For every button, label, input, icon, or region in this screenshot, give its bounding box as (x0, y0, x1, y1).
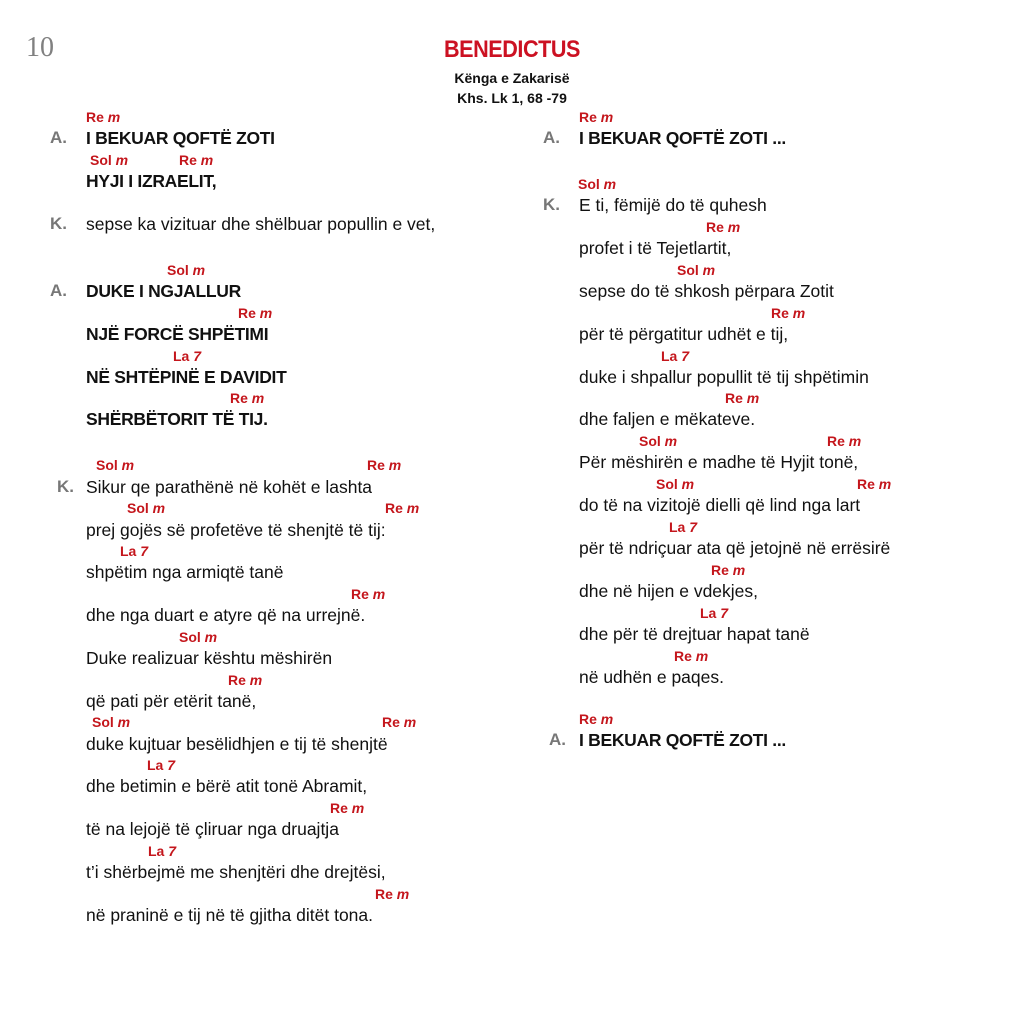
lyric-line: profet i të Tejetlartit, (579, 238, 732, 258)
song-subtitle: Kënga e Zakarisë (454, 70, 570, 86)
chord-re-minor: Re m (382, 714, 417, 730)
lyric-line: dhe nga duart e atyre që na urrejnë. (86, 605, 366, 625)
chord-sol-minor: Sol m (639, 433, 678, 449)
marker-a: A. (543, 128, 560, 147)
lyric-line: NJË FORCË SHPËTIMI (86, 324, 269, 344)
chord-la-seven: La 7 (173, 348, 202, 364)
marker-a: A. (50, 128, 67, 147)
lyric-line: Për mëshirën e madhe të Hyjit tonë, (579, 452, 859, 472)
chord-re-minor: Re m (857, 476, 892, 492)
chord-re-minor: Re m (579, 109, 614, 125)
marker-k: K. (57, 477, 74, 496)
lyric-line: për të ndriçuar ata që jetojnë në errësirë (579, 538, 891, 558)
lyric-line: duke kujtuar besëlidhjen e tij të shenjtë (86, 734, 388, 754)
chord-la-seven: La 7 (669, 519, 698, 535)
marker-a: A. (50, 281, 67, 300)
lyric-line: NË SHTËPINË E DAVIDIT (86, 367, 287, 387)
chord-sol-minor: Sol m (90, 152, 129, 168)
lyric-line: Duke realizuar kështu mëshirën (86, 648, 333, 668)
chord-re-minor: Re m (238, 305, 273, 321)
chord-la-seven: La 7 (700, 605, 729, 621)
lyric-line: sepse ka vizituar dhe shëlbuar popullin e vet, (86, 214, 436, 234)
lyric-line: prej gojës së profetëve të shenjtë të tij: (86, 520, 386, 540)
chord-re-minor: Re m (86, 109, 121, 125)
marker-k: K. (543, 195, 560, 214)
chord-sol-minor: Sol m (179, 629, 218, 645)
chord-la-seven: La 7 (148, 843, 177, 859)
lyric-line: I BEKUAR QOFTË ZOTI (86, 128, 275, 148)
lyric-line: dhe për të drejtuar hapat tanë (579, 624, 810, 644)
lyric-line: që pati për etërit tanë, (86, 691, 257, 711)
marker-k: K. (50, 214, 67, 233)
chord-sol-minor: Sol m (578, 176, 617, 192)
lyric-line: do të na vizitojë dielli që lind nga lart (579, 495, 861, 515)
chord-la-seven: La 7 (661, 348, 690, 364)
chord-sol-minor: Sol m (96, 457, 135, 473)
chord-re-minor: Re m (179, 152, 214, 168)
lyric-line: duke i shpallur popullit të tij shpëtimin (579, 367, 869, 387)
chord-sol-minor: Sol m (167, 262, 206, 278)
lyric-line: HYJI I IZRAELIT, (86, 171, 217, 191)
lyric-line: dhe faljen e mëkateve. (579, 409, 756, 429)
chord-re-minor: Re m (230, 390, 265, 406)
chord-sol-minor: Sol m (127, 500, 166, 516)
song-title: BENEDICTUS (444, 36, 580, 63)
page-number: 10 (26, 32, 54, 63)
lyric-line: E ti, fëmijë do të quhesh (579, 195, 767, 215)
lyric-line: për të përgatitur udhët e tij, (579, 324, 789, 344)
chord-re-minor: Re m (725, 390, 760, 406)
chord-re-minor: Re m (579, 711, 614, 727)
chord-re-minor: Re m (706, 219, 741, 235)
lyric-line: sepse do të shkosh përpara Zotit (579, 281, 834, 301)
chord-re-minor: Re m (351, 586, 386, 602)
chord-re-minor: Re m (674, 648, 709, 664)
lyric-line: shpëtim nga armiqtë tanë (86, 562, 284, 582)
lyric-line: SHËRBËTORIT TË TIJ. (86, 409, 268, 429)
chord-sol-minor: Sol m (677, 262, 716, 278)
chord-re-minor: Re m (228, 672, 263, 688)
marker-a: A. (549, 730, 566, 749)
lyric-line: DUKE I NGJALLUR (86, 281, 241, 301)
chord-re-minor: Re m (711, 562, 746, 578)
lyric-line: Sikur qe parathënë në kohët e lashta (86, 477, 373, 497)
lyric-line: I BEKUAR QOFTË ZOTI ... (579, 730, 786, 750)
scripture-reference: Khs. Lk 1, 68 -79 (457, 90, 567, 106)
lyric-line: dhe në hijen e vdekjes, (579, 581, 759, 601)
chord-sol-minor: Sol m (92, 714, 131, 730)
chord-re-minor: Re m (375, 886, 410, 902)
chord-re-minor: Re m (771, 305, 806, 321)
lyric-line: dhe betimin e bërë atit tonë Abramit, (86, 776, 368, 796)
lyric-line: në praninë e tij në të gjitha ditët tona. (86, 905, 374, 925)
lyric-line: të na lejojë të çliruar nga druajtja (86, 819, 339, 839)
chord-la-seven: La 7 (147, 757, 176, 773)
chord-la-seven: La 7 (120, 543, 149, 559)
chord-re-minor: Re m (330, 800, 365, 816)
chord-re-minor: Re m (367, 457, 402, 473)
lyric-line: I BEKUAR QOFTË ZOTI ... (579, 128, 786, 148)
chord-re-minor: Re m (827, 433, 862, 449)
chord-re-minor: Re m (385, 500, 420, 516)
chord-sol-minor: Sol m (656, 476, 695, 492)
lyric-line: në udhën e paqes. (579, 667, 724, 687)
lyric-line: t’i shërbejmë me shenjtëri dhe drejtësi, (86, 862, 386, 882)
